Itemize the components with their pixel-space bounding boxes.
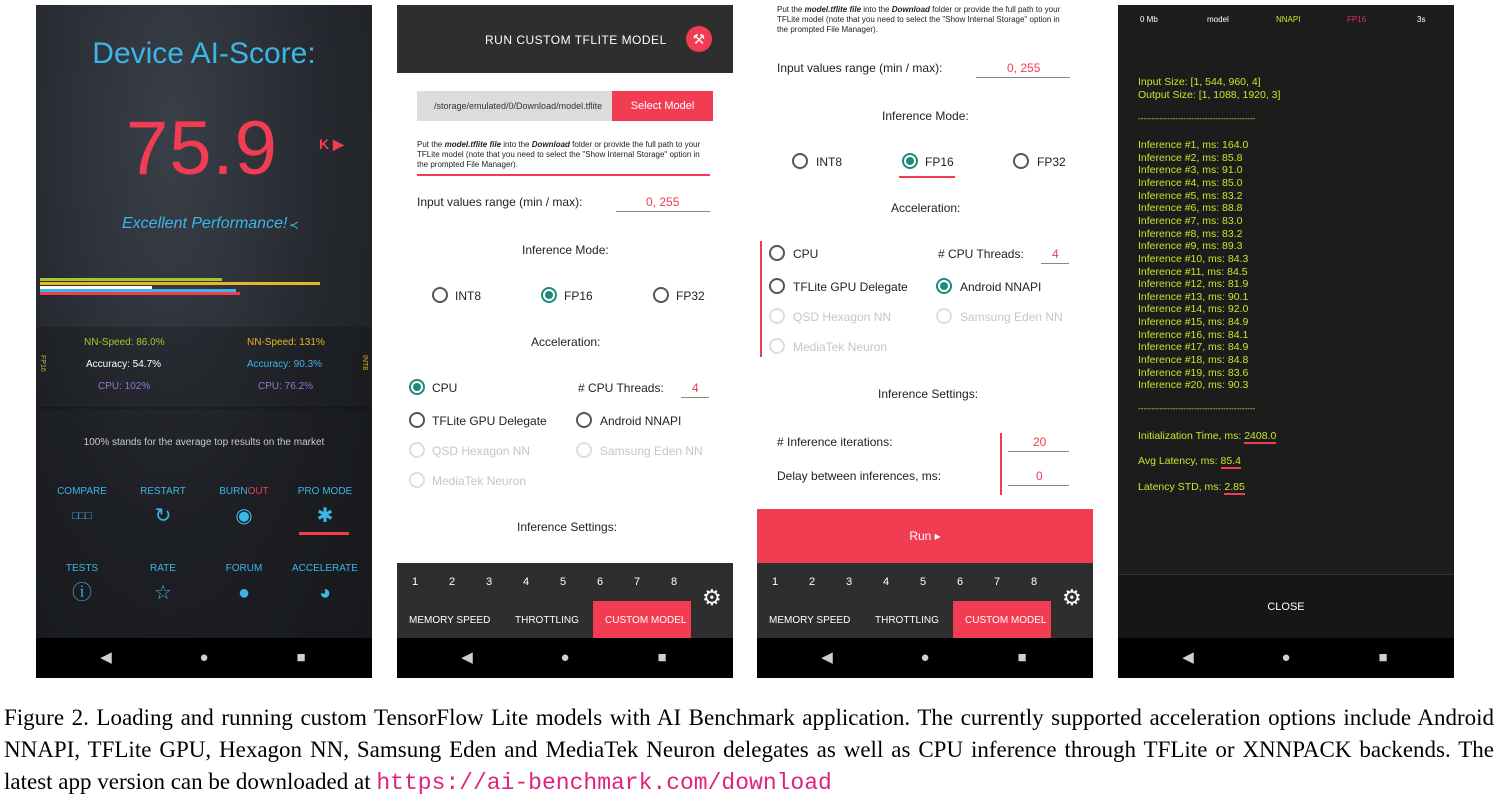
inference-settings-label: Inference Settings: xyxy=(517,520,618,534)
right-cpu: CPU: 76.2% xyxy=(258,381,314,392)
latency-std-value: 2.85 xyxy=(1224,481,1245,493)
recents-icon[interactable]: ■ xyxy=(1017,649,1027,666)
tab-num-7[interactable]: 7 xyxy=(994,576,1001,588)
cpu-threads-label: # CPU Threads: xyxy=(938,247,1024,261)
range-input[interactable]: 0, 255 xyxy=(1007,61,1041,75)
inference-row: Inference #5, ms: 83.2 xyxy=(1138,189,1243,202)
inference-row: Inference #13, ms: 90.1 xyxy=(1138,290,1249,303)
instr-part-1: Put the xyxy=(417,140,445,149)
gpu-radio[interactable] xyxy=(409,412,425,428)
fp32-radio[interactable] xyxy=(653,287,669,303)
android-nav-bar xyxy=(1118,638,1454,678)
hexagon-label: QSD Hexagon NN xyxy=(793,310,892,324)
home-icon[interactable]: ● xyxy=(920,649,930,666)
fp16-side-label: FP16 xyxy=(39,355,46,372)
cpu-threads-input[interactable]: 4 xyxy=(1052,247,1059,261)
home-icon[interactable]: ● xyxy=(1281,649,1291,666)
eden-label: Samsung Eden NN xyxy=(600,444,703,458)
neuron-radio[interactable] xyxy=(769,338,785,354)
tab-num-2[interactable]: 2 xyxy=(809,576,816,588)
gear-icon[interactable]: ⚙ xyxy=(702,585,722,610)
tab-custom-model[interactable]: CUSTOM MODEL xyxy=(965,615,1047,626)
tab-num-4[interactable]: 4 xyxy=(523,576,530,588)
instr-part-3: folder or provide the full path to your TFLite model (note that you need to select the "Show Internal Storage" option in the prompted File Manager). xyxy=(417,140,701,169)
model-path-field[interactable]: /storage/emulated/0/Download/model.tflite xyxy=(417,91,612,121)
delay-underline xyxy=(1008,485,1069,486)
range-underline xyxy=(616,211,710,212)
instruction-text xyxy=(417,140,713,170)
inference-row: Inference #3, ms: 91.0 xyxy=(1138,164,1243,177)
tests-button[interactable] xyxy=(42,563,122,604)
inference-row: Inference #11, ms: 84.5 xyxy=(1138,265,1248,278)
phone-custom-model-scrolled xyxy=(757,5,1093,678)
fp16-label: FP16 xyxy=(925,155,954,169)
home-icon[interactable]: ● xyxy=(560,649,570,666)
int8-radio[interactable] xyxy=(792,153,808,169)
compare-button[interactable] xyxy=(42,486,122,527)
nnapi-label: Android NNAPI xyxy=(960,280,1042,294)
restart-icon: ↻ xyxy=(154,505,172,527)
performance-label: Excellent Performance! xyxy=(122,215,288,232)
inference-row: Inference #18, ms: 84.8 xyxy=(1138,354,1249,367)
back-icon[interactable]: ◀ xyxy=(100,649,112,666)
tab-num-5[interactable]: 5 xyxy=(920,576,927,588)
avg-latency xyxy=(1138,455,1241,467)
forum-button[interactable] xyxy=(204,563,284,604)
gauge-icon: ◕ xyxy=(318,582,332,604)
iterations-input[interactable]: 20 xyxy=(1033,435,1047,449)
fp16-label: FP16 xyxy=(564,289,593,303)
tab-throttling[interactable]: THROTTLING xyxy=(515,615,579,626)
separator-bottom: -------------------------------------------- xyxy=(1138,404,1256,413)
separator-top: -------------------------------------------- xyxy=(1138,114,1256,123)
pro-mode-label: PRO MODE xyxy=(297,486,353,497)
close-button[interactable]: CLOSE xyxy=(1267,601,1305,613)
gpu-label: TFLite GPU Delegate xyxy=(432,414,547,428)
fp16-underline xyxy=(899,176,955,178)
inference-row: Inference #16, ms: 84.1 xyxy=(1138,328,1249,341)
left-nn-speed: NN-Speed: 86.0% xyxy=(84,337,165,348)
phone-results-screen xyxy=(1118,5,1454,678)
fp32-radio[interactable] xyxy=(1013,153,1029,169)
output-size: Output Size: [1, 1088, 1920, 3] xyxy=(1138,89,1281,101)
inference-row: Inference #12, ms: 81.9 xyxy=(1138,278,1249,291)
android-nav-bar xyxy=(397,638,733,678)
threads-underline xyxy=(1041,263,1069,264)
range-input[interactable]: 0, 255 xyxy=(646,195,680,209)
right-accuracy: Accuracy: 90.3% xyxy=(247,359,323,370)
range-label: Input values range (min / max): xyxy=(417,195,583,209)
range-underline xyxy=(976,77,1070,78)
inference-row: Inference #7, ms: 83.0 xyxy=(1138,214,1243,227)
stats-panel xyxy=(36,327,372,409)
fp16-readout: FP16 xyxy=(1347,15,1367,24)
rate-label: RATE xyxy=(150,563,176,574)
inference-settings-label: Inference Settings: xyxy=(878,387,979,401)
inference-row: Inference #6, ms: 88.8 xyxy=(1138,202,1243,215)
int8-radio[interactable] xyxy=(432,287,448,303)
recents-icon[interactable]: ■ xyxy=(1378,649,1388,666)
burnout-button[interactable] xyxy=(204,486,284,527)
star-icon: ☆ xyxy=(154,582,172,604)
restart-label: RESTART xyxy=(140,486,186,497)
compare-label: COMPARE xyxy=(57,486,107,497)
inference-mode-label: Inference Mode: xyxy=(882,109,969,123)
tab-num-6[interactable]: 6 xyxy=(957,576,964,588)
init-time xyxy=(1138,430,1276,442)
instr-bold-1: model.tflite file xyxy=(444,140,502,149)
eden-label: Samsung Eden NN xyxy=(960,310,1063,324)
rate-button[interactable] xyxy=(123,563,203,604)
int8-side-label: INT8 xyxy=(361,355,368,371)
settings-marker xyxy=(1000,433,1002,495)
inference-row: Inference #2, ms: 85.8 xyxy=(1138,151,1243,164)
memory-readout: 0 Mb xyxy=(1140,15,1158,24)
podium-icon: □□□ xyxy=(72,510,92,522)
fp32-label: FP32 xyxy=(1037,155,1066,169)
inference-row: Inference #14, ms: 92.0 xyxy=(1138,303,1249,316)
recents-icon[interactable]: ■ xyxy=(296,649,306,666)
tab-throttling[interactable]: THROTTLING xyxy=(875,615,939,626)
inference-row: Inference #15, ms: 84.9 xyxy=(1138,316,1249,329)
tab-custom-model[interactable]: CUSTOM MODEL xyxy=(605,615,687,626)
score-bar-green xyxy=(40,278,222,281)
back-icon[interactable]: ◀ xyxy=(1182,649,1194,666)
nnapi-readout: NNAPI xyxy=(1276,15,1301,24)
tab-memory-speed[interactable]: MEMORY SPEED xyxy=(769,615,851,626)
back-icon[interactable]: ◀ xyxy=(821,649,833,666)
acceleration-label: Acceleration: xyxy=(531,335,601,349)
cpu-label: CPU xyxy=(793,247,819,261)
tab-num-3[interactable]: 3 xyxy=(846,576,853,588)
acceleration-label: Acceleration: xyxy=(891,201,961,215)
cpu-radio[interactable] xyxy=(409,379,425,395)
tab-num-4[interactable]: 4 xyxy=(883,576,890,588)
neuron-radio[interactable] xyxy=(409,472,425,488)
instr-bold-1: model.tflite file xyxy=(804,5,862,14)
run-button[interactable]: Run ▸ xyxy=(757,509,1093,563)
eden-radio[interactable] xyxy=(576,442,592,458)
iterations-underline xyxy=(1008,451,1069,452)
inference-row: Inference #10, ms: 84.3 xyxy=(1138,252,1249,265)
tab-num-8[interactable]: 8 xyxy=(671,576,678,588)
pro-mode-indicator xyxy=(299,532,349,535)
tab-num-8[interactable]: 8 xyxy=(1031,576,1038,588)
burnout-label: BURN xyxy=(219,486,248,497)
delay-label: Delay between inferences, ms: xyxy=(777,469,942,483)
model-readout: model xyxy=(1207,15,1229,24)
cpu-radio[interactable] xyxy=(769,245,785,261)
neuron-label: MediaTek Neuron xyxy=(793,340,888,354)
market-note: 100% stands for the average top results on the market xyxy=(83,437,325,448)
latency-std-label: Latency STD, ms: xyxy=(1138,481,1222,493)
restart-button[interactable] xyxy=(123,486,203,527)
pro-mode-icon: ✱ xyxy=(316,505,334,527)
avg-latency-value: 85.4 xyxy=(1220,455,1241,467)
nnapi-label: Android NNAPI xyxy=(600,414,682,428)
tab-memory-speed[interactable]: MEMORY SPEED xyxy=(409,615,491,626)
bottom-tabs xyxy=(397,563,733,638)
select-model-button[interactable]: Select Model xyxy=(612,91,713,121)
fp16-radio[interactable] xyxy=(902,153,918,169)
header-title: RUN CUSTOM TFLITE MODEL xyxy=(485,33,667,47)
burnout-icon: ◉ xyxy=(235,505,253,527)
android-nav-bar xyxy=(757,638,1093,678)
wrench-icon[interactable]: ⚒ xyxy=(686,26,712,52)
info-icon: ⓘ xyxy=(72,582,92,604)
init-time-value: 2408.0 xyxy=(1244,430,1277,442)
gpu-radio[interactable] xyxy=(769,278,785,294)
avg-latency-label: Avg Latency, ms: xyxy=(1138,455,1218,467)
share-icon[interactable]: ≺ xyxy=(289,218,300,232)
eden-radio[interactable] xyxy=(936,308,952,324)
nnapi-radio[interactable] xyxy=(936,278,952,294)
delay-input[interactable]: 0 xyxy=(1036,469,1043,483)
recents-icon[interactable]: ■ xyxy=(657,649,667,666)
download-link[interactable]: https://ai-benchmark.com/download xyxy=(376,770,832,796)
inference-row: Inference #20, ms: 90.3 xyxy=(1138,379,1249,392)
time-readout: 3s xyxy=(1417,15,1426,24)
forum-label: FORUM xyxy=(225,563,263,574)
instruction-underline xyxy=(417,174,710,176)
score-bar-yellow xyxy=(40,282,320,285)
left-accuracy: Accuracy: 54.7% xyxy=(86,359,162,370)
inference-row: Inference #4, ms: 85.0 xyxy=(1138,176,1243,189)
input-size: Input Size: [1, 544, 960, 4] xyxy=(1138,76,1261,88)
neuron-label: MediaTek Neuron xyxy=(432,474,527,488)
gpu-label: TFLite GPU Delegate xyxy=(793,280,908,294)
tab-num-5[interactable]: 5 xyxy=(560,576,567,588)
inference-row: Inference #19, ms: 83.6 xyxy=(1138,366,1249,379)
fp16-radio[interactable] xyxy=(541,287,557,303)
ai-score-value: 75.9 xyxy=(126,106,278,191)
chat-icon: ● xyxy=(237,582,251,604)
inference-row: Inference #17, ms: 84.9 xyxy=(1138,341,1249,354)
nnapi-radio[interactable] xyxy=(576,412,592,428)
hexagon-radio[interactable] xyxy=(409,442,425,458)
instr-bold-2: Download xyxy=(891,5,930,14)
back-icon[interactable]: ◀ xyxy=(461,649,473,666)
score-bar-red xyxy=(40,292,240,295)
instr-part-2: into the xyxy=(501,140,532,149)
latency-std xyxy=(1138,481,1245,493)
gear-icon[interactable]: ⚙ xyxy=(1062,585,1082,610)
bottom-tabs xyxy=(757,563,1093,638)
cpu-threads-label: # CPU Threads: xyxy=(578,381,664,395)
hexagon-label: QSD Hexagon NN xyxy=(432,444,531,458)
int8-label: INT8 xyxy=(816,155,843,169)
threads-underline xyxy=(681,397,709,398)
cpu-threads-input[interactable]: 4 xyxy=(692,381,699,395)
tab-num-1[interactable]: 1 xyxy=(412,576,419,588)
instr-part-1: Put the xyxy=(777,5,805,14)
cpu-label: CPU xyxy=(432,381,458,395)
right-nn-speed: NN-Speed: 131% xyxy=(247,337,325,348)
init-time-label: Initialization Time, ms: xyxy=(1138,430,1242,442)
inference-mode-label: Inference Mode: xyxy=(522,243,609,257)
phone-custom-model-screen xyxy=(397,5,733,678)
tests-label: TESTS xyxy=(65,563,99,574)
int8-label: INT8 xyxy=(455,289,482,303)
kirin-logo-icon: K ▶ xyxy=(319,136,344,152)
phone-ai-score-screen xyxy=(36,5,372,678)
home-icon[interactable]: ● xyxy=(199,649,209,666)
tab-num-7[interactable]: 7 xyxy=(634,576,641,588)
inference-row: Inference #8, ms: 83.2 xyxy=(1138,227,1243,240)
burnout-label-red: OUT xyxy=(247,486,269,497)
iterations-label: # Inference iterations: xyxy=(777,435,893,449)
instr-part-2: into the xyxy=(861,5,892,14)
inference-row: Inference #9, ms: 89.3 xyxy=(1138,240,1243,253)
tab-num-3[interactable]: 3 xyxy=(486,576,493,588)
pro-mode-button[interactable] xyxy=(285,486,365,527)
range-label: Input values range (min / max): xyxy=(777,61,943,75)
instr-bold-2: Download xyxy=(531,140,570,149)
android-nav-bar xyxy=(36,638,372,678)
instr-part-3: folder or provide the full path to your TFLite model (note that you need to select the "Show Internal Storage" option in the prompted File Manager). xyxy=(777,5,1061,34)
fp32-label: FP32 xyxy=(676,289,705,303)
tab-num-1[interactable]: 1 xyxy=(772,576,779,588)
inference-row: Inference #1, ms: 164.0 xyxy=(1138,139,1249,151)
figure-caption xyxy=(4,702,1494,799)
ai-score-title: Device AI-Score: xyxy=(92,37,316,70)
tab-num-6[interactable]: 6 xyxy=(597,576,604,588)
acceleration-marker xyxy=(760,241,762,357)
accelerate-label: ACCELERATE xyxy=(292,563,358,574)
accelerate-button[interactable] xyxy=(285,563,365,604)
instruction-text xyxy=(777,5,1073,35)
hexagon-radio[interactable] xyxy=(769,308,785,324)
left-cpu: CPU: 102% xyxy=(98,381,151,392)
app-header xyxy=(397,5,733,73)
caption-text: Figure 2. Loading and running custom TensorFlow Lite models with AI Benchmark application. The currently supported acceleration options include Android NNAPI, TFLite GPU, Hexagon NN, Samsung Eden and MediaTek Neuron delegates as well as CPU inference through TFLite or XNNPACK backends. The latest app version can be downloaded at xyxy=(4,705,1494,794)
tab-num-2[interactable]: 2 xyxy=(449,576,456,588)
